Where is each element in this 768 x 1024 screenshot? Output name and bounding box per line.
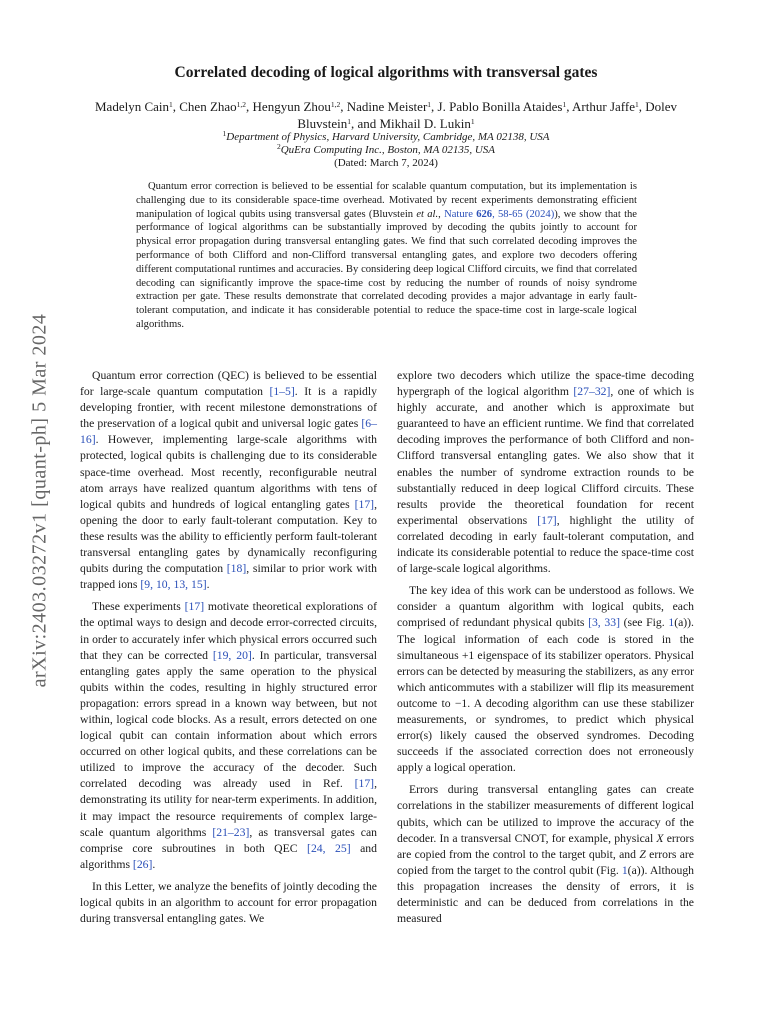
citation-link[interactable]: [27–32]: [573, 385, 611, 399]
dated-line: (Dated: March 7, 2024): [334, 157, 438, 169]
right-column: [397, 368, 694, 927]
paragraph: explore two decoders which utilize the space-time decoding hypergraph of the logical algorithm [27–32], one of which is highly accurate, and another which is approximate but guaranteed to have an efficient runtime. We find that correlated decoding improves the performance of both Clifford and non-Clifford transversal entangling gates. We also show that it enables the number of syndrome extraction rounds to be substantially reduced in deep logical Clifford circuits. These results provide the theoretical foundation for recent experimental observations [17], highlight the utility of correlated decoding in early fault-tolerant computation, and indicate its considerable potential to reduce the space-time cost of large-scale logical algorithms.: [397, 369, 694, 576]
paragraph: The key idea of this work can be understood as follows. We consider a quantum algorithm with logical qubits, each comprised of redundant physical qubits [3, 33] (see Fig. 1(a)). The logical information of each code is stored in the simultaneous +1 eigenspace of its stabilizer operators. Physical errors can be detected by measuring the stabilizers, as any error which anticommutes with a stabilizer will flip its measurement outcome to −1. A decoding algorithm can use these stabilizer measurements, or syndromes, to predict which physical error(s) likely caused the observed syndromes. Decoding succeeds if the associated correction does not erroneously apply a logical operation.: [397, 584, 694, 775]
figure-link[interactable]: 1: [668, 616, 675, 630]
citation-link[interactable]: [3, 33]: [588, 616, 620, 630]
abstract: Quantum error correction is believed to be essential for scalable quantum computation, but its implementation is challenging due to its considerable space-time overhead. Motivated by recent experiments demonstrating efficient manipulation of logical qubits using transversal gates (Bluvstein et al., Nature 626, 58-65 (2024)), we show that the performance of logical algorithms can be substantially improved by decoding the qubits jointly to account for physical error propagation during transversal entangling gates. We find that such correlated decoding improves the performance of both Clifford and non-Clifford transversal entangling gates, and explore two decoders offering different computational runtimes and accuracies. By considering deep logical Clifford circuits, we find that correlated decoding can significantly improve the space-time cost by reducing the number of rounds of noisy syndrome extraction per gate. These results demonstrate that correlated decoding provides a major advantage in early fault-tolerant computation, and indicate it has considerable potential to reduce the space-time cost in large-scale logical algorithms.: [136, 181, 638, 330]
citation-link[interactable]: [26]: [132, 857, 153, 871]
citation-link[interactable]: [6–16]: [80, 417, 377, 447]
author: J. Pablo Bonilla Ataides$^1$,: [437, 99, 573, 114]
author: Chen Zhao$^{1,2}$,: [179, 99, 253, 114]
paragraph: These experiments [17] motivate theoretical explorations of the optimal ways to design and decode error-corrected circuits, in order to accurately infer which physical errors occurred such that they can be corrected [19, 20]. In particular, transversal entangling gates apply the same operation to the physical qubits within the codes, resulting in highly structured error propagation: errors spread in a known way between, but not within, logical code blocks. As a result, errors detected on one logical qubit can contain information about which errors occurred on other logical qubits, and these correlations can be utilized to improve the accuracy of the decoder. Such correlated decoding was already used in Ref. [17], demonstrating its utility for near-term experiments. In addition, it may impact the resource requirements of complex large-scale quantum algorithms [21–23], as transversal gates can comprise core subroutines in both QEC [24, 25] and algorithms [26].: [80, 600, 377, 871]
citation-link[interactable]: [17]: [354, 777, 375, 791]
author: Dolev Bluvstein$^1$, and: [297, 99, 677, 131]
citation-link[interactable]: [1–5]: [269, 385, 295, 399]
author-list: [80, 98, 692, 132]
author: Nadine Meister$^1$,: [346, 99, 438, 114]
affiliation-2: $^2$QuEra Computing Inc., Boston, MA 02135, USA: [276, 142, 496, 156]
paragraph: Quantum error correction (QEC) is believed to be essential for large-scale quantum computation [1–5]. It is a rapidly developing frontier, with recent milestone demonstrations of the preservation of a logical qubit and universal logic gates [6–16]. However, implementing large-scale algorithms with protected, logical qubits is challenging due to its considerable space-time overhead. Most recently, reconfigurable neutral atom arrays have realized quantum algorithms with tens of logical qubits and hundreds of logical entangling gates [17], opening the door to early fault-tolerant computation. Key to these results was the ability to efficiently perform fault-tolerant transversal entangling gates by dynamically reconfiguring qubits during the computation [18], similar to prior work with trapped ions [9, 10, 13, 15].: [80, 369, 377, 592]
citation-link[interactable]: [21–23]: [212, 825, 250, 839]
citation-link[interactable]: [17]: [354, 497, 375, 511]
left-column: [80, 368, 377, 927]
author: Hengyun Zhou$^{1,2}$,: [252, 99, 347, 114]
author: Madelyn Cain$^1$,: [94, 99, 180, 114]
citation-link[interactable]: [17]: [184, 600, 205, 614]
citation-link[interactable]: [17]: [537, 513, 557, 527]
paragraph: Errors during transversal entangling gates can create correlations in the stabilizer measurements of different logical qubits, which can be utilized to improve the accuracy of the decoder. In a transversal CNOT, for example, physical X errors are copied from the control to the target qubit, and Z errors are copied from the target to the control qubit (Fig. 1(a)). Although this propagation increases the density of errors, it is deterministic and can be deduced from correlations in the measured: [397, 783, 695, 926]
figure-link[interactable]: 1: [621, 863, 628, 877]
citation-link[interactable]: [9, 10, 13, 15]: [140, 578, 207, 592]
citation-link[interactable]: [19, 20]: [212, 648, 252, 662]
journal-link[interactable]: Nature 626, 58-65 (2024): [444, 208, 555, 220]
author: Mikhail D. Lukin$^1$: [379, 116, 475, 131]
citation-link[interactable]: [24, 25]: [307, 841, 351, 855]
citation-link[interactable]: [18]: [226, 562, 247, 576]
paragraph: In this Letter, we analyze the benefits of jointly decoding the logical qubits in an algorithm to account for error propagation during transversal entangling gates. We: [80, 879, 377, 926]
author: Arthur Jaffe$^1$,: [572, 99, 646, 114]
arxiv-identifier[interactable]: arXiv:2403.03272v1 [quant-ph] 5 Mar 2024: [28, 313, 51, 687]
affiliation-1: $^1$Department of Physics, Harvard University, Cambridge, MA 02138, USA: [222, 129, 550, 143]
paper-title: Correlated decoding of logical algorithms with transversal gates: [174, 64, 598, 81]
arxiv-sidebar: [20, 240, 60, 760]
